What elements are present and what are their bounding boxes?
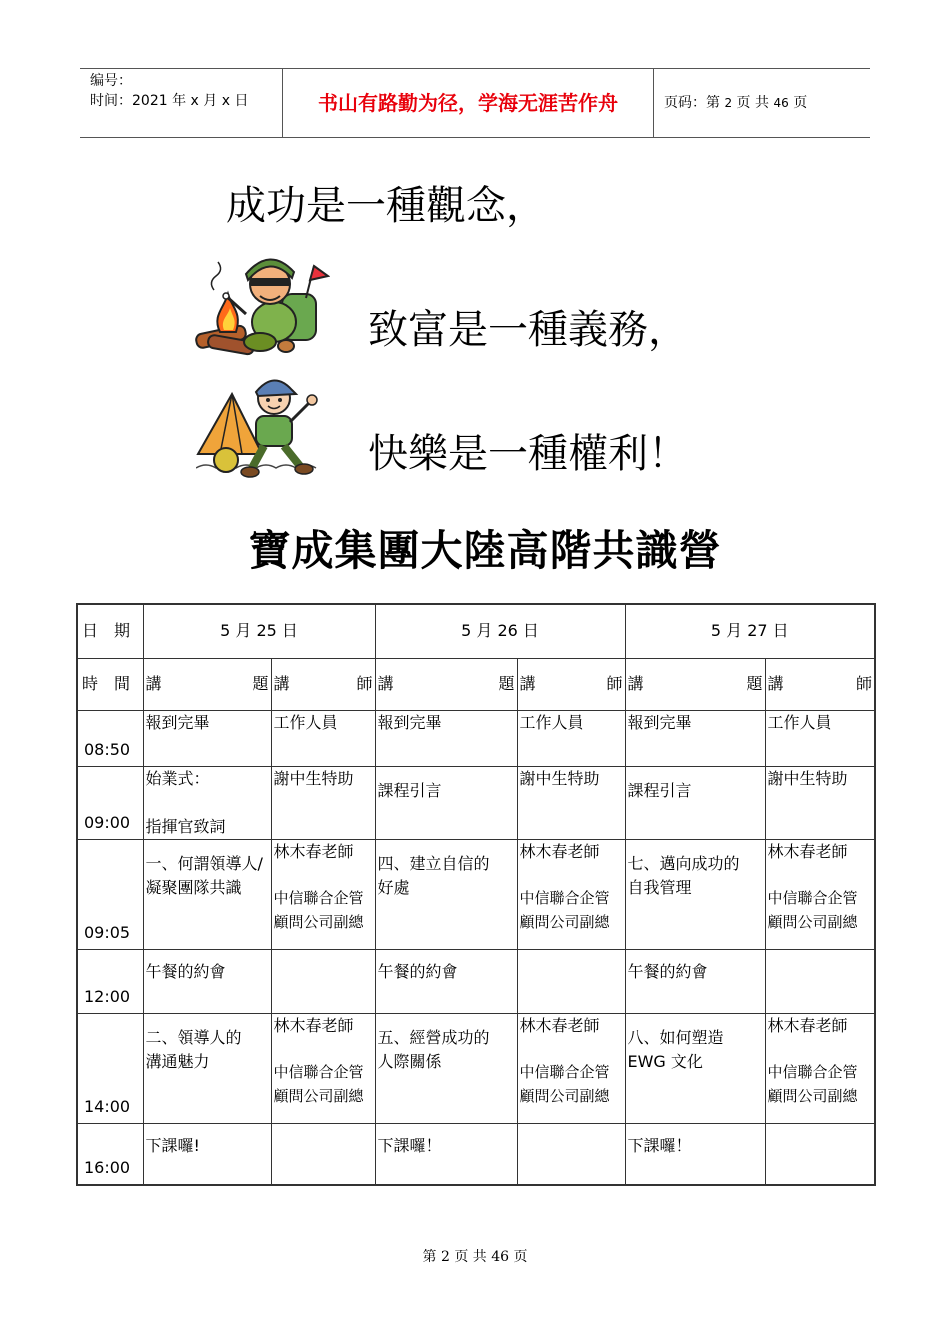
teacher-cell	[765, 710, 875, 766]
topic-line: 午餐的約會	[145, 961, 226, 981]
number-label: 编号：	[90, 73, 132, 89]
topic-line: 午餐的約會	[377, 961, 458, 981]
topic-cell	[143, 710, 271, 766]
teacher-line: 顧問公司副總	[273, 912, 364, 931]
topic-cell	[375, 710, 517, 766]
teacher-line: 謝中生特助	[273, 768, 354, 788]
teacher-line: 林木春老師	[767, 841, 848, 861]
topic-line: 四、建立自信的	[377, 853, 490, 873]
topic-line: 一、何謂領導人/	[145, 853, 263, 873]
schedule-row	[77, 1013, 875, 1123]
topic-line: 好處	[377, 877, 410, 897]
topic-header: 講 題	[625, 658, 765, 710]
topic-cell	[625, 710, 765, 766]
date-header: 5 月 27 日	[625, 604, 875, 658]
table-column-header-row	[77, 658, 875, 710]
topic-cell	[143, 839, 271, 949]
time-cell: 12:00	[77, 949, 143, 1013]
teacher-line: 林木春老師	[519, 1015, 600, 1035]
teacher-line: 顧問公司副總	[767, 1086, 858, 1105]
table-date-row	[77, 604, 875, 658]
teacher-line: 林木春老師	[519, 841, 600, 861]
teacher-line: 中信聯合企管	[273, 1062, 364, 1081]
teacher-line: 林木春老師	[273, 1015, 354, 1035]
teacher-line: 林木春老師	[273, 841, 354, 861]
teacher-cell	[517, 1013, 625, 1123]
teacher-line: 工作人員	[273, 712, 338, 732]
schedule-row	[77, 1123, 875, 1185]
slogan-line-1: 成功是一種觀念，	[226, 183, 546, 229]
topic-cell	[375, 1013, 517, 1123]
teacher-line: 謝中生特助	[767, 768, 848, 788]
teacher-cell	[765, 839, 875, 949]
teacher-header: 講 師	[517, 658, 625, 710]
schedule-table-wrapper	[76, 603, 874, 1186]
schedule-row	[77, 766, 875, 839]
topic-line: 下課囉!	[145, 1135, 200, 1155]
date-header: 5 月 26 日	[375, 604, 625, 658]
teacher-line: 中信聯合企管	[519, 1062, 610, 1081]
topic-line: 溝通魅力	[145, 1051, 210, 1071]
topic-line: 午餐的約會	[627, 961, 708, 981]
teacher-cell	[271, 839, 375, 949]
topic-cell	[143, 949, 271, 1013]
slogan-line-2: 致富是一種義務，	[368, 307, 688, 353]
teacher-line: 工作人員	[519, 712, 584, 732]
topic-line: 人際關係	[377, 1051, 442, 1071]
time-label: 时间：2021 年 x 月 x 日	[90, 93, 249, 109]
topic-line: 七、邁向成功的	[627, 853, 740, 873]
time-cell: 14:00	[77, 1013, 143, 1123]
teacher-line: 謝中生特助	[519, 768, 600, 788]
teacher-line: 中信聯合企管	[767, 1062, 858, 1081]
topic-cell	[375, 766, 517, 839]
topic-line: 報到完畢	[377, 712, 442, 732]
topic-line: 下課囉！	[627, 1135, 692, 1155]
teacher-cell	[271, 710, 375, 766]
topic-cell	[143, 1013, 271, 1123]
teacher-line: 林木春老師	[767, 1015, 848, 1035]
time-cell: 08:50	[77, 710, 143, 766]
topic-line: 凝聚團隊共識	[145, 877, 242, 897]
teacher-cell	[765, 1123, 875, 1185]
teacher-line: 中信聯合企管	[767, 888, 858, 907]
teacher-line: 工作人員	[767, 712, 832, 732]
topic-header: 講 題	[375, 658, 517, 710]
topic-cell	[625, 766, 765, 839]
topic-cell	[625, 1123, 765, 1185]
teacher-cell	[517, 766, 625, 839]
topic-cell	[375, 839, 517, 949]
topic-cell	[143, 766, 271, 839]
topic-line: 報到完畢	[145, 712, 210, 732]
topic-line: 自我管理	[627, 877, 692, 897]
teacher-cell	[765, 1013, 875, 1123]
teacher-cell	[765, 949, 875, 1013]
topic-cell	[375, 949, 517, 1013]
topic-cell	[143, 1123, 271, 1185]
schedule-row	[77, 949, 875, 1013]
schedule-table	[76, 603, 876, 1186]
time-cell: 09:00	[77, 766, 143, 839]
teacher-cell	[765, 766, 875, 839]
header-motto: 书山有路勤为径，学海无涯苦作舟	[282, 69, 654, 137]
topic-line: 指揮官致詞	[145, 816, 226, 836]
camper-tent-illustration	[196, 372, 326, 484]
header-page-number: 页码：第 2 页 共 46 页	[664, 95, 808, 111]
teacher-line: 顧問公司副總	[519, 912, 610, 931]
teacher-header: 講 師	[765, 658, 875, 710]
teacher-cell	[517, 839, 625, 949]
topic-line: 課程引言	[627, 780, 692, 800]
teacher-cell	[517, 710, 625, 766]
teacher-cell	[271, 1123, 375, 1185]
topic-line: 下課囉！	[377, 1135, 442, 1155]
date-label: 日 期	[77, 604, 143, 658]
schedule-row	[77, 710, 875, 766]
topic-line: 五、經營成功的	[377, 1027, 490, 1047]
teacher-cell	[517, 1123, 625, 1185]
teacher-cell	[517, 949, 625, 1013]
schedule-row	[77, 839, 875, 949]
topic-line: EWG 文化	[627, 1051, 703, 1071]
date-header: 5 月 25 日	[143, 604, 375, 658]
topic-line: 始業式：	[145, 768, 210, 788]
page-footer: 第 2 页 共 46 页	[422, 1249, 528, 1265]
topic-line: 報到完畢	[627, 712, 692, 732]
topic-cell	[625, 949, 765, 1013]
teacher-cell	[271, 949, 375, 1013]
topic-line: 二、領導人的	[145, 1027, 242, 1047]
document-title: 寶成集團大陸高階共識營	[248, 526, 722, 575]
teacher-header: 講 師	[271, 658, 375, 710]
teacher-line: 中信聯合企管	[273, 888, 364, 907]
topic-line: 八、如何塑造	[627, 1027, 724, 1047]
slogan-line-3: 快樂是一種權利！	[368, 431, 688, 477]
camper-campfire-illustration	[190, 250, 330, 360]
topic-cell	[625, 839, 765, 949]
teacher-line: 中信聯合企管	[519, 888, 610, 907]
teacher-line: 顧問公司副總	[767, 912, 858, 931]
header-meta	[80, 69, 282, 137]
teacher-line: 顧問公司副總	[273, 1086, 364, 1105]
time-cell: 09:05	[77, 839, 143, 949]
topic-header: 講 題	[143, 658, 271, 710]
document-header	[80, 68, 870, 138]
teacher-cell	[271, 766, 375, 839]
time-cell: 16:00	[77, 1123, 143, 1185]
topic-line: 課程引言	[377, 780, 442, 800]
topic-cell	[375, 1123, 517, 1185]
teacher-line: 顧問公司副總	[519, 1086, 610, 1105]
teacher-cell	[271, 1013, 375, 1123]
topic-cell	[625, 1013, 765, 1123]
time-label: 時 間	[77, 658, 143, 710]
